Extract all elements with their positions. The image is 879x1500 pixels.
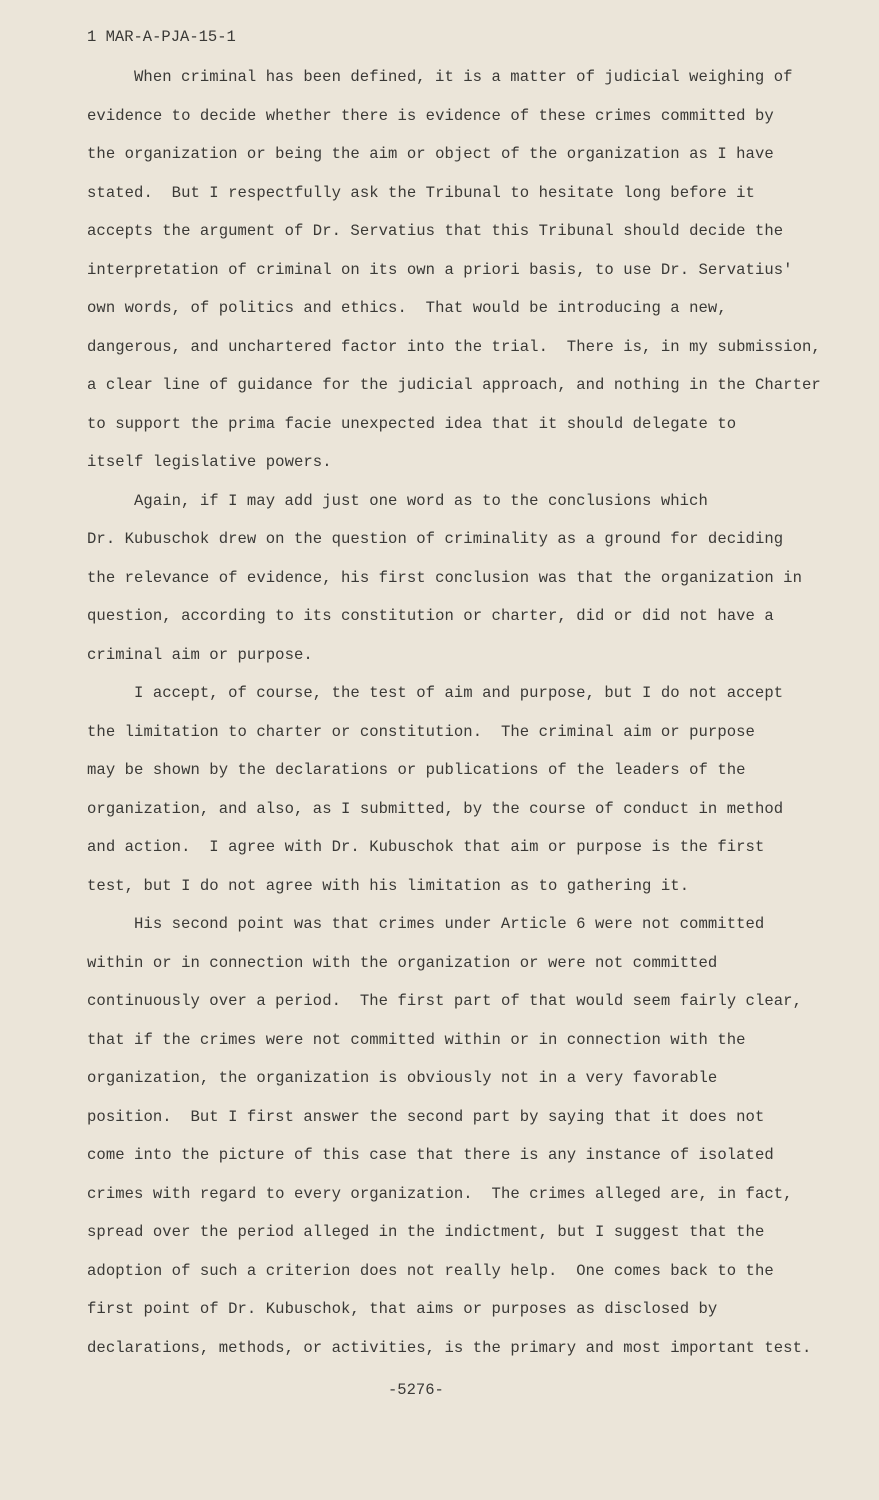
- text-line: Dr. Kubuschok drew on the question of criminality as a ground for deciding: [87, 530, 784, 548]
- text-line: the relevance of evidence, his first conclusion was that the organization in: [87, 568, 802, 587]
- text-line: organization, and also, as I submitted, by the course of conduct in method: [87, 799, 784, 818]
- page-number: -5276-: [388, 1381, 444, 1399]
- text-line: adoption of such a criterion does not really help. One comes back to the: [87, 1261, 774, 1280]
- text-line: position. But I first answer the second part by saying that it does not: [87, 1107, 765, 1126]
- text-line: the organization or being the aim or object of the organization as I have: [87, 145, 774, 163]
- text-line: test, but I do not agree with his limitation as to gathering it.: [87, 876, 690, 895]
- text-line: criminal aim or purpose.: [87, 645, 313, 664]
- text-line: first point of Dr. Kubuschok, that aims or purposes as disclosed by: [87, 1300, 718, 1318]
- text-line: stated. But I respectfully ask the Tribunal to hesitate long before it: [87, 183, 755, 202]
- text-line: own words, of politics and ethics. That would be introducing a new,: [87, 299, 727, 317]
- text-line: accepts the argument of Dr. Servatius that this Tribunal should decide the: [87, 222, 784, 240]
- text-line: dangerous, and unchartered factor into the trial. There is, in my submission,: [87, 337, 821, 356]
- text-line: that if the crimes were not committed within or in connection with the: [87, 1030, 746, 1049]
- text-line: within or in connection with the organization or were not committed: [87, 953, 718, 972]
- text-line: interpretation of criminal on its own a priori basis, to use Dr. Servatius': [87, 260, 793, 279]
- text-line: evidence to decide whether there is evidence of these crimes committed by: [87, 106, 774, 125]
- text-line: Again, if I may add just one word as to the conclusions which: [134, 491, 708, 510]
- text-line: itself legislative powers.: [87, 453, 332, 471]
- text-line: the limitation to charter or constitution. The criminal aim or purpose: [87, 722, 755, 741]
- text-line: spread over the period alleged in the indictment, but I suggest that the: [87, 1223, 765, 1241]
- text-line: question, according to its constitution or charter, did or did not have a: [87, 607, 774, 625]
- text-line: may be shown by the declarations or publications of the leaders of the: [87, 761, 746, 779]
- text-line: a clear line of guidance for the judicial approach, and nothing in the Charter: [87, 376, 821, 394]
- document-body: [87, 64, 867, 1373]
- text-line: come into the picture of this case that there is any instance of isolated: [87, 1146, 774, 1164]
- text-line: crimes with regard to every organization. The crimes alleged are, in fact,: [87, 1184, 793, 1203]
- text-line: I accept, of course, the test of aim and purpose, but I do not accept: [134, 684, 784, 702]
- text-line: continuously over a period. The first part of that would seem fairly clear,: [87, 992, 802, 1010]
- text-line: declarations, methods, or activities, is the primary and most important test.: [87, 1338, 812, 1357]
- text-line: When criminal has been defined, it is a matter of judicial weighing of: [134, 68, 793, 86]
- text-line: and action. I agree with Dr. Kubuschok that aim or purpose is the first: [87, 838, 765, 856]
- text-line: organization, the organization is obviously not in a very favorable: [87, 1069, 718, 1087]
- text-line: to support the prima facie unexpected idea that it should delegate to: [87, 414, 737, 433]
- document-reference-header: 1 MAR-A-PJA-15-1: [87, 28, 236, 46]
- text-line: His second point was that crimes under Article 6 were not committed: [134, 915, 765, 933]
